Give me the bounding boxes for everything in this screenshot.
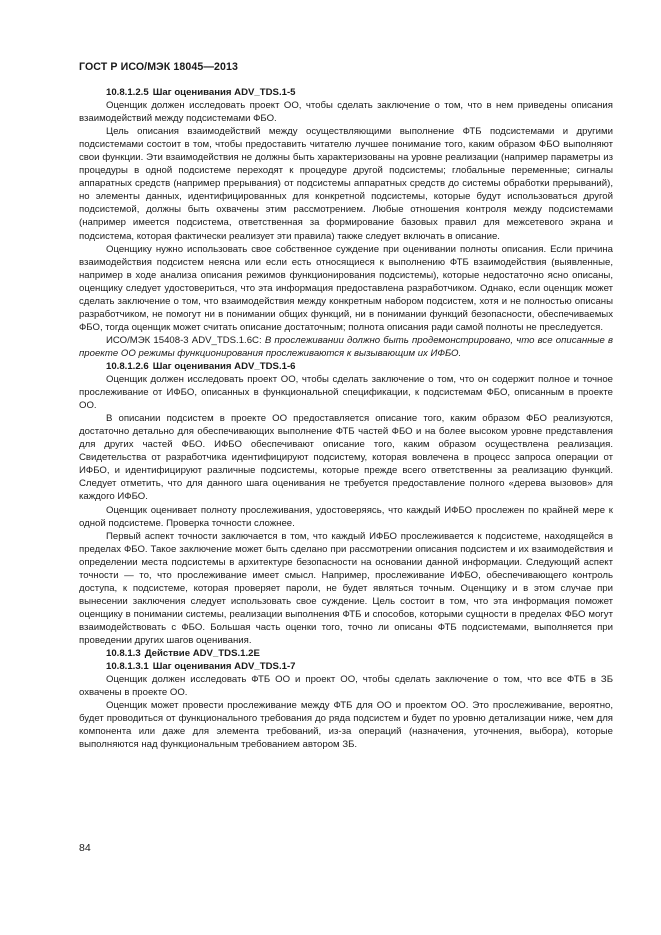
paragraph: Оценщик может провести прослеживание между ФТБ для ОО и проектом ОО. Это прослеживание, вероятно, будет проводиться от функционального требования до ряда подсистем и будет по уровню детализации ниже, чем для компонента или даже для элемента требований, из-за операций (назначения, уточнения, выбора), которые выполняются над функциональным требованием автором ЗБ. bbox=[79, 700, 613, 751]
paragraph: Оценщику нужно использовать свое собственное суждение при оценивании полноты описания. Если причина взаимодействия подсистем неясна или если есть относящиеся к выполнению ФТБ взаимодействия (выявленные, например в ходе анализа описания режимов функционирования подсистемы), которые недостаточно ясно описаны, оценщику следует удостовериться, что эта информация предоставлена разработчиком. Однако, если оценщик может сделать заключение о том, что взаимодействия между конкретным набором подсистем, хотя и не полностью описаны разработчиком, не помогут ни в понимании общих функций, ни в понимании функций безопасности, обеспечиваемых ФБО, тогда оценщик может считать описание достаточным; полнота описания ради самой полноты не преследуется. bbox=[79, 243, 613, 333]
paragraph: Оценщик должен исследовать ФТБ ОО и проект ОО, чтобы сделать заключение о том, что все ФТБ в ЗБ охвачены в проекте ОО. bbox=[79, 674, 613, 699]
paragraph: Оценщик должен исследовать проект ОО, чтобы сделать заключение о том, что в нем приведены описания взаимодействий между подсистемами ФБО. bbox=[79, 100, 613, 125]
page-number: 84 bbox=[79, 842, 91, 854]
section-heading: 10.8.1.3 Действие ADV_TDS.1.2E bbox=[106, 648, 260, 660]
document-header: ГОСТ Р ИСО/МЭК 18045—2013 bbox=[79, 61, 238, 73]
section-heading: 10.8.1.2.6 Шаг оценивания ADV_TDS.1-6 bbox=[106, 360, 296, 372]
standard-citation: ИСО/МЭК 15408-3 ADV_TDS.1.6C: В прослеживании должно быть продемонстрировано, что все описанные в проекте ОО режимы функционирования прослеживаются к вызывающим их ИФБО. bbox=[79, 334, 613, 359]
section-heading: 10.8.1.2.5 Шаг оценивания ADV_TDS.1-5 bbox=[106, 87, 296, 98]
document-body bbox=[79, 86, 613, 751]
paragraph: Цель описания взаимодействий между осуществляющими выполнение ФТБ подсистемами и другими подсистемами состоит в том, чтобы предоставить читателю лучшее понимание того, каким образом ФБО выполняют свои функции. Эти взаимодействия не должны быть характеризованы на уровне реализации (например параметры из процедуры в одной подсистеме переходят к процедуре другой подсистемы; глобальные переменные; сигналы аппаратных средств (например прерывания) от подсистемы аппаратных средств до системы обработки прерываний), но элементы данных, идентифицированных для конкретной подсистемы, которые будут использоваться другой подсистемой, должны быть охвачены этим рассмотрением. Любые отношения контроля между подсистемами (например имеется подсистема, ответственная за формирование базовых правил для межсетевого экрана и подсистема, которая фактически реализует эти правила) также следует включать в описание. bbox=[79, 126, 613, 242]
paragraph: Оценщик оценивает полноту прослеживания, удостоверяясь, что каждый ИФБО прослежен по крайней мере к одной подсистеме. Проверка точности сложнее. bbox=[79, 504, 613, 529]
section-heading: 10.8.1.3.1 Шаг оценивания ADV_TDS.1-7 bbox=[106, 661, 296, 673]
paragraph: В описании подсистем в проекте ОО предоставляется описание того, каким образом ФБО реализуются, достаточно детально для обеспечивающих выполнение ФТБ частей ФБО и на более высоком уровне представления для других частей ФБО. ИФБО обеспечивают описание того, каким образом осуществлена реализация. Свидетельства от разработчика идентифицируют подсистему, которая вовлечена в процесс запроса операции от ИФБО, и идентифицируют различные подсистемы, которые прежде всего ответственны за реализацию функций. Следует отметить, что для данного шага оценивания не требуется предоставление полного «дерева вызовов» для каждого ИФБО. bbox=[79, 413, 613, 503]
paragraph: Первый аспект точности заключается в том, что каждый ИФБО прослеживается к подсистеме, находящейся в пределах ФБО. Такое заключение может быть сделано при рассмотрении описания подсистем и их взаимодействия и определении места подсистемы в архитектуре безопасности на основании данной информации. Следующий аспект точности — то, что прослеживание имеет смысл. Например, прослеживание ИФБО, обеспечивающего контроль доступа, к подсистеме, которая проверяет пароли, не будет являться точным. Оценщику и в этом случае при вынесении заключения следует использовать свое суждение. Цель состоит в том, что эта информация поможет оценщику в понимании системы, реализации выполнения ФТБ и способов, которыми сущности в пределах ФБО могут взаимодействовать с ФБО. Большая часть оценки того, точно ли описаны ФТБ подсистемами, выполняется при проведении других шагов оценивания. bbox=[79, 530, 613, 646]
paragraph: Оценщик должен исследовать проект ОО, чтобы сделать заключение о том, что он содержит полное и точное прослеживание от ИФБО, описанных в функциональной спецификации, к подсистемам ФБО, описанным в проекте ОО. bbox=[79, 374, 613, 412]
